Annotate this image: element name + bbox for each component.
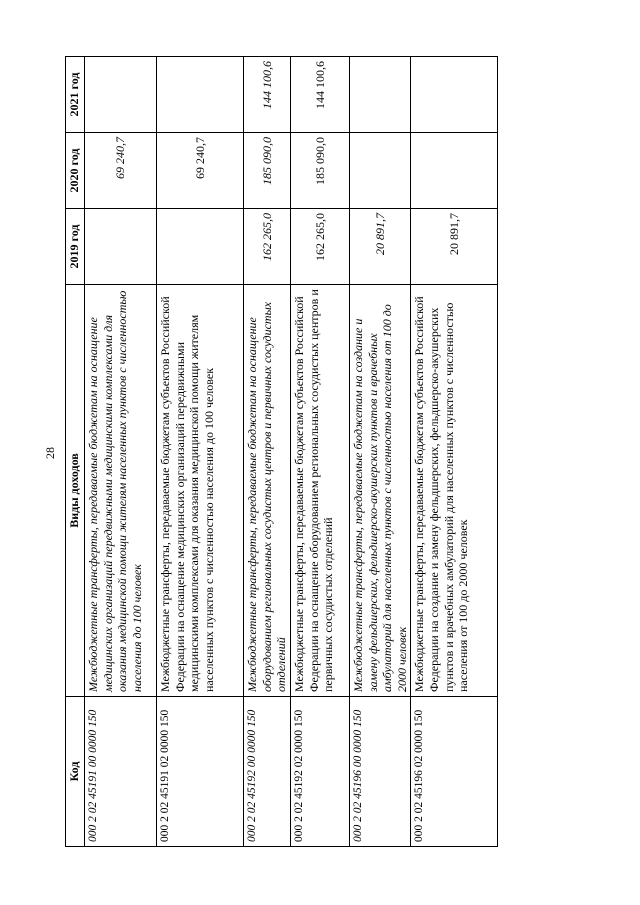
row-value-2020: 185 090,0 — [290, 133, 349, 209]
revenue-table — [65, 56, 498, 847]
row-value-2020: 69 240,7 — [157, 133, 244, 209]
table-row — [290, 57, 349, 847]
row-description: Межбюджетные трансферты, передаваемые бюджетам на оснащение оборудованием региональных сосудистых центров и первичных сосудистых отделений — [244, 285, 291, 697]
row-code: 000 2 02 45191 02 0000 150 — [157, 697, 244, 847]
row-value-2020 — [411, 133, 498, 209]
row-value-2020: 185 090,0 — [244, 133, 291, 209]
row-code: 000 2 02 45192 00 0000 150 — [244, 697, 291, 847]
table-row — [244, 57, 291, 847]
row-description: Межбюджетные трансферты, передаваемые бюджетам на оснащение медицинских организаций передвижными медицинскими комплексами для оказания медицинской помощи жителям населенных пунктов с численностью населения до 100 человек — [85, 285, 157, 697]
header-description: Виды доходов — [66, 285, 85, 697]
header-2021: 2021 год — [66, 57, 85, 133]
row-description: Межбюджетные трансферты, передаваемые бюджетам субъектов Российской Федерации на оснащение оборудованием региональных сосудистых центров и первичных сосудистых отделений — [290, 285, 349, 697]
table-row — [349, 57, 411, 847]
row-value-2021: 144 100,6 — [244, 57, 291, 133]
row-value-2021 — [411, 57, 498, 133]
row-code: 000 2 02 45192 02 0000 150 — [290, 697, 349, 847]
row-code: 000 2 02 45196 02 0000 150 — [411, 697, 498, 847]
row-value-2019: 162 265,0 — [290, 209, 349, 285]
row-value-2021: 144 100,6 — [290, 57, 349, 133]
row-value-2019: 20 891,7 — [411, 209, 498, 285]
row-description: Межбюджетные трансферты, передаваемые бюджетам субъектов Российской Федерации на создание и замену фельдшерских, фельдшерско-акушерских пунктов и врачебных амбулаторий для населенных пунктов с численностью населения от 100 до 2000 человек — [411, 285, 498, 697]
row-value-2020: 69 240,7 — [85, 133, 157, 209]
table-row — [85, 57, 157, 847]
row-code: 000 2 02 45196 00 0000 150 — [349, 697, 411, 847]
row-value-2021 — [157, 57, 244, 133]
page-number: 28 — [43, 447, 57, 459]
table-header-row — [66, 57, 85, 847]
row-description: Межбюджетные трансферты, передаваемые бюджетам на создание и замену фельдшерских, фельдшерско-акушерских пунктов и врачебных амбулаторий для населенных пунктов с численностью населения от 100 до 2000 человек — [349, 285, 411, 697]
row-value-2019 — [157, 209, 244, 285]
header-2020: 2020 год — [66, 133, 85, 209]
header-2019: 2019 год — [66, 209, 85, 285]
table-row — [411, 57, 498, 847]
row-code: 000 2 02 45191 00 0000 150 — [85, 697, 157, 847]
row-value-2021 — [85, 57, 157, 133]
header-code: Код — [66, 697, 85, 847]
row-value-2021 — [349, 57, 411, 133]
row-value-2019: 20 891,7 — [349, 209, 411, 285]
row-description: Межбюджетные трансферты, передаваемые бюджетам субъектов Российской Федерации на оснащение медицинских организаций передвижными медицинскими комплексами для оказания медицинской помощи жителям населенных пунктов с численностью населения до 100 человек — [157, 285, 244, 697]
row-value-2019: 162 265,0 — [244, 209, 291, 285]
rotated-table-container — [65, 57, 575, 847]
row-value-2019 — [85, 209, 157, 285]
row-value-2020 — [349, 133, 411, 209]
table-row — [157, 57, 244, 847]
